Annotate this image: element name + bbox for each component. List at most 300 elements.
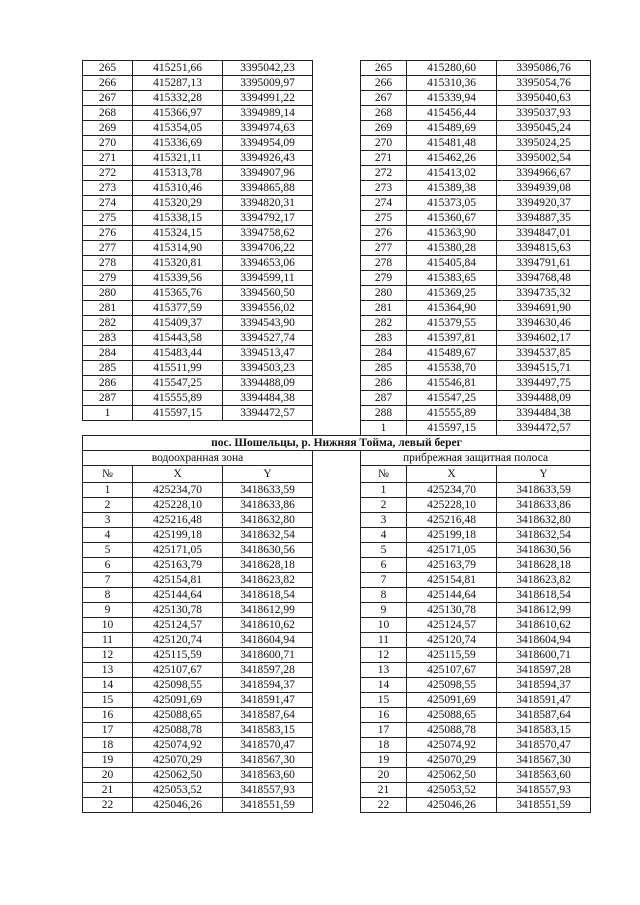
right-cell-y: 3418612,99	[497, 603, 591, 618]
left-cell-y: 3418594,37	[223, 678, 313, 693]
right-cell-x: 425053,52	[407, 783, 497, 798]
left-cell-y: 3418632,54	[223, 528, 313, 543]
right-cell-x: 415489,69	[407, 121, 497, 136]
top-table-row	[83, 406, 591, 421]
top-table-row	[83, 376, 591, 391]
left-col-no-header: №	[83, 466, 133, 483]
right-cell-no: 267	[361, 91, 407, 106]
left-cell-x: 425228,10	[133, 498, 223, 513]
right-cell-x: 425091,69	[407, 693, 497, 708]
right-cell-no: 10	[361, 618, 407, 633]
right-cell-no: 19	[361, 753, 407, 768]
column-gap	[313, 513, 361, 528]
left-cell-no: 273	[83, 181, 133, 196]
bottom-table-row	[83, 663, 591, 678]
left-cell-y: 3394599,11	[223, 271, 313, 286]
left-cell-no: 1	[83, 483, 133, 498]
left-cell-x: 425098,55	[133, 678, 223, 693]
right-cell-x: 415280,60	[407, 61, 497, 76]
column-gap	[313, 196, 361, 211]
top-table-row	[83, 91, 591, 106]
left-cell-x: 415377,59	[133, 301, 223, 316]
right-cell-no: 280	[361, 286, 407, 301]
left-cell-x: 425163,79	[133, 558, 223, 573]
top-table-row	[83, 361, 591, 376]
left-cell-x: 425130,78	[133, 603, 223, 618]
left-cell-no: 4	[83, 528, 133, 543]
left-cell-x: 425088,65	[133, 708, 223, 723]
left-cell-y: 3418567,30	[223, 753, 313, 768]
right-cell-y: 3394537,85	[497, 346, 591, 361]
right-cell-x: 425124,57	[407, 618, 497, 633]
bottom-table-row	[83, 708, 591, 723]
column-gap	[313, 376, 361, 391]
column-gap	[313, 121, 361, 136]
left-cell-y: 3394865,88	[223, 181, 313, 196]
left-cell-x: 425216,48	[133, 513, 223, 528]
column-gap	[313, 316, 361, 331]
bottom-table-row	[83, 498, 591, 513]
column-gap	[313, 181, 361, 196]
right-cell-y: 3418567,30	[497, 753, 591, 768]
right-cell-y: 3394847,01	[497, 226, 591, 241]
left-cell-no: 275	[83, 211, 133, 226]
left-cell-x: 415354,05	[133, 121, 223, 136]
column-gap	[313, 166, 361, 181]
left-cell-x: 425171,05	[133, 543, 223, 558]
right-cell-y: 3418633,86	[497, 498, 591, 513]
right-cell-no: 6	[361, 558, 407, 573]
left-col-y-header: Y	[223, 466, 313, 483]
left-cell-x: 425154,81	[133, 573, 223, 588]
right-cell-x: 415489,67	[407, 346, 497, 361]
right-cell-no: 283	[361, 331, 407, 346]
right-cell-y: 3394630,46	[497, 316, 591, 331]
right-cell-no: 273	[361, 181, 407, 196]
right-cell-no: 9	[361, 603, 407, 618]
column-gap	[313, 768, 361, 783]
empty-cell	[83, 421, 133, 436]
left-cell-y: 3418610,62	[223, 618, 313, 633]
left-cell-x: 415332,28	[133, 91, 223, 106]
right-cell-x: 425070,29	[407, 753, 497, 768]
right-cell-x: 415546,81	[407, 376, 497, 391]
right-cell-y: 3395024,25	[497, 136, 591, 151]
left-cell-y: 3418612,99	[223, 603, 313, 618]
right-cell-y: 3394887,35	[497, 211, 591, 226]
left-cell-no: 13	[83, 663, 133, 678]
top-table-row	[83, 136, 591, 151]
right-cell-no: 276	[361, 226, 407, 241]
left-cell-y: 3394706,22	[223, 241, 313, 256]
left-cell-y: 3394926,43	[223, 151, 313, 166]
right-cell-x: 415389,38	[407, 181, 497, 196]
top-table-row	[83, 121, 591, 136]
left-cell-x: 415251,66	[133, 61, 223, 76]
right-cell-no: 278	[361, 256, 407, 271]
left-cell-x: 415409,37	[133, 316, 223, 331]
left-cell-no: 269	[83, 121, 133, 136]
column-gap	[313, 421, 361, 436]
left-cell-y: 3394484,38	[223, 391, 313, 406]
left-cell-x: 415366,97	[133, 106, 223, 121]
left-cell-x: 425144,64	[133, 588, 223, 603]
left-cell-no: 19	[83, 753, 133, 768]
right-cell-no: 1	[361, 421, 407, 436]
column-gap	[313, 498, 361, 513]
right-cell-no: 2	[361, 498, 407, 513]
bottom-table-row	[83, 603, 591, 618]
left-cell-y: 3418618,54	[223, 588, 313, 603]
right-cell-y: 3394602,17	[497, 331, 591, 346]
column-gap	[313, 753, 361, 768]
coordinates-document	[82, 60, 590, 813]
left-cell-x: 415483,44	[133, 346, 223, 361]
left-col-x-header: X	[133, 466, 223, 483]
column-gap	[313, 361, 361, 376]
column-gap	[313, 603, 361, 618]
right-cell-y: 3394497,75	[497, 376, 591, 391]
section-title: пос. Шошельцы, р. Нижняя Тойма, левый берег	[83, 436, 591, 451]
left-cell-y: 3394989,14	[223, 106, 313, 121]
column-gap	[313, 573, 361, 588]
column-gap	[313, 528, 361, 543]
top-table-row	[83, 76, 591, 91]
left-cell-no: 6	[83, 558, 133, 573]
right-cell-no: 275	[361, 211, 407, 226]
column-gap	[313, 738, 361, 753]
left-cell-no: 18	[83, 738, 133, 753]
left-cell-no: 277	[83, 241, 133, 256]
bottom-table-row	[83, 678, 591, 693]
right-cell-y: 3418591,47	[497, 693, 591, 708]
left-cell-y: 3418597,28	[223, 663, 313, 678]
left-cell-no: 287	[83, 391, 133, 406]
right-cell-x: 415547,25	[407, 391, 497, 406]
right-cell-x: 415363,90	[407, 226, 497, 241]
left-cell-x: 415287,13	[133, 76, 223, 91]
left-cell-x: 415313,78	[133, 166, 223, 181]
right-cell-y: 3394735,32	[497, 286, 591, 301]
left-cell-y: 3418570,47	[223, 738, 313, 753]
column-gap	[313, 286, 361, 301]
right-cell-y: 3418610,62	[497, 618, 591, 633]
column-gap	[313, 271, 361, 286]
empty-cell	[133, 421, 223, 436]
left-cell-x: 425088,78	[133, 723, 223, 738]
column-gap	[313, 798, 361, 813]
right-cell-y: 3395037,93	[497, 106, 591, 121]
right-cell-x: 425154,81	[407, 573, 497, 588]
left-cell-no: 285	[83, 361, 133, 376]
left-cell-x: 415443,58	[133, 331, 223, 346]
column-gap	[313, 406, 361, 421]
right-cell-x: 425088,78	[407, 723, 497, 738]
bottom-table-row	[83, 783, 591, 798]
right-cell-y: 3418583,15	[497, 723, 591, 738]
bottom-table-row	[83, 543, 591, 558]
left-cell-x: 425070,29	[133, 753, 223, 768]
right-cell-x: 415373,05	[407, 196, 497, 211]
right-cell-y: 3394966,67	[497, 166, 591, 181]
bottom-table-row	[83, 768, 591, 783]
top-table-row	[83, 286, 591, 301]
left-cell-y: 3394792,17	[223, 211, 313, 226]
right-cell-y: 3418618,54	[497, 588, 591, 603]
column-gap	[313, 693, 361, 708]
left-cell-y: 3418600,71	[223, 648, 313, 663]
right-cell-no: 288	[361, 406, 407, 421]
right-cell-y: 3394472,57	[497, 421, 591, 436]
left-cell-no: 280	[83, 286, 133, 301]
left-cell-y: 3394560,50	[223, 286, 313, 301]
right-cell-no: 1	[361, 483, 407, 498]
bottom-section	[83, 483, 591, 813]
column-gap	[313, 211, 361, 226]
right-cell-x: 415397,81	[407, 331, 497, 346]
left-cell-no: 284	[83, 346, 133, 361]
left-cell-y: 3418551,59	[223, 798, 313, 813]
left-cell-no: 5	[83, 543, 133, 558]
column-gap	[313, 91, 361, 106]
left-cell-x: 415597,15	[133, 406, 223, 421]
top-table-row	[83, 166, 591, 181]
left-cell-no: 8	[83, 588, 133, 603]
bottom-table-row	[83, 618, 591, 633]
left-cell-x: 425074,92	[133, 738, 223, 753]
right-cell-no: 272	[361, 166, 407, 181]
right-cell-no: 22	[361, 798, 407, 813]
right-cell-x: 415379,55	[407, 316, 497, 331]
column-gap	[313, 256, 361, 271]
left-cell-no: 17	[83, 723, 133, 738]
bottom-table-row	[83, 528, 591, 543]
left-cell-y: 3394954,09	[223, 136, 313, 151]
left-cell-x: 415320,29	[133, 196, 223, 211]
top-table-row	[83, 301, 591, 316]
right-cell-x: 425098,55	[407, 678, 497, 693]
left-cell-no: 283	[83, 331, 133, 346]
right-cell-x: 415364,90	[407, 301, 497, 316]
right-cell-y: 3394768,48	[497, 271, 591, 286]
left-cell-x: 425234,70	[133, 483, 223, 498]
right-cell-y: 3418594,37	[497, 678, 591, 693]
right-cell-x: 425120,74	[407, 633, 497, 648]
left-cell-no: 15	[83, 693, 133, 708]
left-cell-y: 3394503,23	[223, 361, 313, 376]
right-cell-no: 277	[361, 241, 407, 256]
right-col-y-header: Y	[497, 466, 591, 483]
right-cell-y: 3418570,47	[497, 738, 591, 753]
column-gap	[313, 723, 361, 738]
top-table-row	[83, 391, 591, 406]
top-table-row	[83, 61, 591, 76]
left-cell-no: 11	[83, 633, 133, 648]
column-gap	[313, 663, 361, 678]
left-cell-x: 415339,56	[133, 271, 223, 286]
left-cell-y: 3394653,06	[223, 256, 313, 271]
bottom-table-row	[83, 693, 591, 708]
right-cell-x: 415456,44	[407, 106, 497, 121]
top-table-row	[83, 316, 591, 331]
left-cell-x: 425124,57	[133, 618, 223, 633]
left-cell-no: 265	[83, 61, 133, 76]
left-cell-no: 2	[83, 498, 133, 513]
top-table-row	[83, 346, 591, 361]
right-cell-x: 415538,70	[407, 361, 497, 376]
right-cell-y: 3394484,38	[497, 406, 591, 421]
left-cell-no: 268	[83, 106, 133, 121]
column-gap	[313, 648, 361, 663]
left-cell-no: 266	[83, 76, 133, 91]
right-cell-no: 13	[361, 663, 407, 678]
column-gap	[313, 301, 361, 316]
top-table-row	[83, 181, 591, 196]
left-cell-no: 14	[83, 678, 133, 693]
top-table-row	[83, 256, 591, 271]
right-cell-x: 425171,05	[407, 543, 497, 558]
left-cell-x: 415320,81	[133, 256, 223, 271]
left-cell-x: 415310,46	[133, 181, 223, 196]
top-table-row	[83, 421, 591, 436]
right-cell-y: 3394815,63	[497, 241, 591, 256]
bottom-table-row	[83, 798, 591, 813]
left-zone-label: водоохранная зона	[83, 451, 313, 466]
top-table-row	[83, 271, 591, 286]
right-cell-y: 3395045,24	[497, 121, 591, 136]
coordinates-table	[82, 60, 591, 813]
right-cell-no: 286	[361, 376, 407, 391]
right-cell-y: 3418623,82	[497, 573, 591, 588]
left-cell-no: 282	[83, 316, 133, 331]
left-cell-x: 425120,74	[133, 633, 223, 648]
right-cell-y: 3418551,59	[497, 798, 591, 813]
left-cell-y: 3395009,97	[223, 76, 313, 91]
left-cell-no: 22	[83, 798, 133, 813]
bottom-table-row	[83, 588, 591, 603]
empty-cell	[223, 421, 313, 436]
left-cell-y: 3418591,47	[223, 693, 313, 708]
left-cell-no: 286	[83, 376, 133, 391]
left-cell-x: 425062,50	[133, 768, 223, 783]
right-cell-y: 3418632,80	[497, 513, 591, 528]
left-cell-no: 272	[83, 166, 133, 181]
right-cell-no: 265	[361, 61, 407, 76]
column-gap	[313, 633, 361, 648]
left-cell-x: 415321,11	[133, 151, 223, 166]
right-cell-y: 3394691,90	[497, 301, 591, 316]
left-cell-no: 271	[83, 151, 133, 166]
bottom-table-row	[83, 723, 591, 738]
right-cell-no: 268	[361, 106, 407, 121]
left-cell-x: 425091,69	[133, 693, 223, 708]
top-table-row	[83, 226, 591, 241]
right-zone-label: прибрежная защитная полоса	[361, 451, 591, 466]
left-cell-x: 425046,26	[133, 798, 223, 813]
column-gap	[313, 618, 361, 633]
right-cell-y: 3418628,18	[497, 558, 591, 573]
left-cell-no: 276	[83, 226, 133, 241]
column-gap	[313, 466, 361, 483]
left-cell-no: 1	[83, 406, 133, 421]
left-cell-y: 3418623,82	[223, 573, 313, 588]
right-cell-no: 11	[361, 633, 407, 648]
right-cell-no: 5	[361, 543, 407, 558]
column-gap	[313, 678, 361, 693]
left-cell-y: 3418632,80	[223, 513, 313, 528]
right-cell-x: 415383,65	[407, 271, 497, 286]
section-header	[83, 436, 591, 483]
column-gap	[313, 226, 361, 241]
left-cell-no: 12	[83, 648, 133, 663]
right-cell-x: 425107,67	[407, 663, 497, 678]
right-cell-y: 3394515,71	[497, 361, 591, 376]
column-gap	[313, 391, 361, 406]
bottom-table-row	[83, 738, 591, 753]
left-cell-no: 21	[83, 783, 133, 798]
right-cell-no: 281	[361, 301, 407, 316]
right-cell-y: 3418630,56	[497, 543, 591, 558]
right-cell-x: 425216,48	[407, 513, 497, 528]
right-cell-no: 16	[361, 708, 407, 723]
right-cell-x: 415413,02	[407, 166, 497, 181]
right-cell-x: 425144,64	[407, 588, 497, 603]
column-gap	[313, 61, 361, 76]
left-cell-no: 270	[83, 136, 133, 151]
left-cell-x: 425107,67	[133, 663, 223, 678]
left-cell-y: 3394527,74	[223, 331, 313, 346]
bottom-table-row	[83, 513, 591, 528]
right-cell-y: 3418597,28	[497, 663, 591, 678]
left-cell-y: 3418604,94	[223, 633, 313, 648]
column-gap	[313, 346, 361, 361]
left-cell-no: 281	[83, 301, 133, 316]
right-cell-no: 12	[361, 648, 407, 663]
right-cell-y: 3394488,09	[497, 391, 591, 406]
right-cell-y: 3418587,64	[497, 708, 591, 723]
top-table-row	[83, 331, 591, 346]
right-cell-no: 282	[361, 316, 407, 331]
left-cell-y: 3394513,47	[223, 346, 313, 361]
left-cell-x: 415324,15	[133, 226, 223, 241]
left-cell-y: 3418587,64	[223, 708, 313, 723]
column-gap	[313, 151, 361, 166]
right-cell-no: 15	[361, 693, 407, 708]
right-cell-x: 415462,26	[407, 151, 497, 166]
right-cell-x: 415339,94	[407, 91, 497, 106]
right-cell-y: 3395054,76	[497, 76, 591, 91]
right-cell-no: 279	[361, 271, 407, 286]
left-cell-y: 3394488,09	[223, 376, 313, 391]
right-cell-no: 8	[361, 588, 407, 603]
top-table-row	[83, 241, 591, 256]
right-cell-no: 271	[361, 151, 407, 166]
right-cell-no: 287	[361, 391, 407, 406]
right-cell-no: 18	[361, 738, 407, 753]
right-col-x-header: X	[407, 466, 497, 483]
right-cell-x: 425062,50	[407, 768, 497, 783]
column-gap	[313, 241, 361, 256]
column-gap	[313, 588, 361, 603]
right-cell-y: 3418600,71	[497, 648, 591, 663]
right-cell-no: 14	[361, 678, 407, 693]
column-gap	[313, 543, 361, 558]
column-gap	[313, 451, 361, 466]
left-cell-y: 3394758,62	[223, 226, 313, 241]
right-cell-no: 17	[361, 723, 407, 738]
top-table-row	[83, 196, 591, 211]
right-cell-x: 415369,25	[407, 286, 497, 301]
